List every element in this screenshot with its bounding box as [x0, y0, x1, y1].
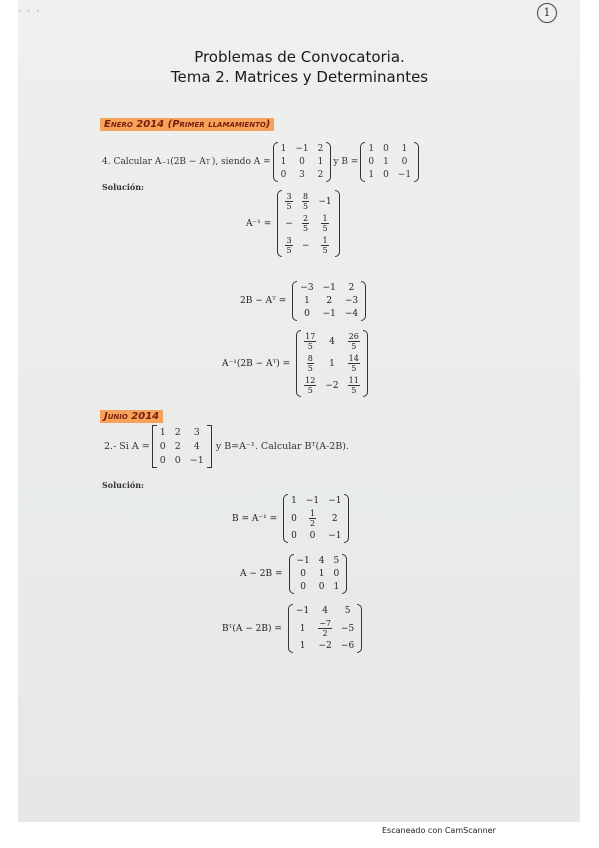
- matrix-cells: [365, 142, 414, 182]
- matrix-a: [273, 142, 332, 182]
- matrix-cell: 5: [333, 556, 340, 566]
- title-line-2: Tema 2. Matrices y Determinantes: [170, 68, 429, 86]
- matrix-cell: −1: [318, 196, 332, 207]
- equation-lhs: 2B − Aᵀ =: [240, 296, 287, 306]
- matrix-cell: 0: [383, 170, 389, 180]
- numerator: 3: [286, 192, 292, 201]
- matrix-cell: 0: [174, 455, 181, 466]
- heading-date: Enero 2014: [104, 119, 165, 130]
- fraction: [302, 192, 309, 211]
- equation-lhs: A⁻¹(2B − Aᵀ) =: [222, 358, 291, 369]
- matrix-cell: [348, 354, 360, 373]
- denominator: 5: [303, 202, 309, 211]
- matrix-cell: 4: [318, 556, 325, 566]
- matrix-2b-minus-at: [292, 281, 366, 321]
- matrix-cell: 4: [329, 336, 335, 347]
- bracket-right: [335, 190, 340, 257]
- fraction: [348, 354, 360, 373]
- matrix-cells: [294, 554, 343, 594]
- problem-2-statement: [104, 425, 349, 468]
- matrix-cell: 4: [322, 606, 328, 616]
- matrix-cell: 1: [280, 144, 287, 154]
- matrix-cell: [302, 192, 309, 211]
- matrix-cell: 1: [280, 157, 287, 167]
- fraction: [348, 332, 360, 351]
- matrix-cell: 0: [309, 531, 316, 541]
- equation-lhs: A − 2B =: [240, 569, 283, 579]
- problem-tail: ), siendo A =: [211, 157, 271, 167]
- scanner-footer: Escaneado con CamScanner: [382, 826, 496, 835]
- denominator: 5: [307, 342, 313, 351]
- equation-a-minus-2b: [240, 554, 349, 594]
- matrix-cells: [293, 604, 357, 653]
- matrix-cell: 0: [383, 144, 389, 154]
- matrix-cells: [288, 494, 344, 543]
- matrix-cells: [278, 142, 327, 182]
- matrix-cell: 4: [193, 441, 200, 452]
- matrix-cell: 5: [344, 606, 351, 616]
- equation-b-equals-a-inverse: [232, 494, 351, 543]
- matrix-cell: 1: [368, 170, 375, 180]
- matrix-cell: [307, 354, 314, 373]
- matrix-cell: 0: [401, 157, 408, 167]
- problem-mid: (2B − A: [170, 157, 206, 167]
- numerator: 1: [309, 509, 316, 518]
- problem-connector: y B =: [333, 157, 359, 167]
- matrix-cell: 0: [300, 569, 307, 579]
- numerator: 3: [286, 236, 292, 245]
- denominator: 5: [322, 224, 328, 233]
- denominator: 5: [351, 364, 357, 373]
- inverse-sup: −1: [161, 158, 171, 166]
- problem-lead: 4. Calcular A: [102, 157, 162, 167]
- matrix-cell: 1: [329, 358, 335, 369]
- numerator: 14: [348, 354, 359, 363]
- title-line-1: Problemas de Convocatoria.: [194, 48, 405, 66]
- fraction: [321, 214, 328, 233]
- matrix-a-inverse: [277, 190, 339, 257]
- solution-label-1: Solución:: [102, 182, 144, 192]
- bracket-right: [414, 142, 419, 182]
- matrix-cell: 2: [331, 513, 338, 524]
- numerator: 17: [305, 332, 316, 341]
- matrix-a-junio: [152, 425, 212, 468]
- matrix-cell: 0: [304, 309, 310, 319]
- matrix-cell: −2: [325, 380, 339, 391]
- corner-mark: ‑ ‑ ‑: [18, 6, 42, 15]
- fraction: [285, 236, 292, 255]
- matrix-cell: [304, 332, 316, 351]
- equation-result-1: [222, 330, 370, 397]
- matrix-cell: 1: [159, 427, 166, 438]
- matrix-cell: −6: [341, 641, 355, 651]
- matrix-cell: −: [301, 240, 310, 251]
- matrix-b: [360, 142, 419, 182]
- section-heading-enero-2014: [100, 118, 274, 131]
- matrix-cell: [302, 214, 309, 233]
- matrix-result-2: [288, 604, 362, 653]
- numerator: 26: [348, 332, 359, 341]
- matrix-b-junio: [283, 494, 349, 543]
- matrix-cell: 0: [299, 157, 305, 167]
- matrix-cell: [321, 214, 328, 233]
- denominator: 2: [322, 629, 328, 638]
- denominator: 5: [303, 224, 309, 233]
- transpose-sup: T: [205, 158, 210, 166]
- matrix-cell: 3: [193, 427, 200, 438]
- denominator: 5: [351, 342, 357, 351]
- bracket-right: [207, 425, 212, 468]
- matrix-cell: [285, 192, 292, 211]
- fraction: [304, 376, 316, 395]
- matrix-cell: 1: [401, 144, 408, 154]
- equation-lhs: B = A⁻¹ =: [232, 513, 278, 524]
- bracket-right: [363, 330, 368, 397]
- page-number: 1: [537, 3, 557, 23]
- matrix-cell: −5: [341, 623, 355, 634]
- fraction: [309, 509, 316, 528]
- denominator: 5: [322, 246, 328, 255]
- matrix-cells: [301, 330, 363, 397]
- denominator: 5: [307, 386, 313, 395]
- matrix-cell: −1: [295, 144, 309, 154]
- fraction: [318, 619, 332, 638]
- denominator: 2: [309, 519, 316, 528]
- matrix-cell: 0: [291, 531, 297, 541]
- matrix-cell: −4: [344, 309, 359, 319]
- bracket-right: [361, 281, 366, 321]
- matrix-cell: 1: [291, 496, 297, 506]
- numerator: 12: [305, 376, 316, 385]
- matrix-cell: −1: [296, 556, 310, 566]
- matrix-cell: 1: [299, 623, 306, 634]
- matrix-cell: −1: [328, 496, 342, 506]
- fraction: [302, 214, 309, 233]
- numerator: 1: [322, 236, 328, 245]
- matrix-cell: 1: [383, 157, 389, 167]
- numerator: 1: [322, 214, 328, 223]
- matrix-cell: 1: [299, 641, 306, 651]
- matrix-cell: 0: [291, 513, 297, 524]
- matrix-cell: 2: [326, 296, 333, 306]
- matrix-cell: 2: [317, 170, 324, 180]
- matrix-cell: −3: [300, 283, 314, 293]
- matrix-cell: −1: [322, 309, 336, 319]
- matrix-cell: [318, 619, 332, 638]
- matrix-cell: −1: [305, 496, 320, 506]
- equation-lhs: Bᵀ(A − 2B) =: [222, 623, 282, 634]
- matrix-cell: 1: [333, 582, 340, 592]
- problem-lead: 2.- Si A =: [104, 441, 150, 452]
- matrix-cell: −1: [322, 283, 336, 293]
- matrix-cell: 1: [318, 569, 325, 579]
- matrix-cell: −: [285, 218, 293, 229]
- fraction: [304, 332, 316, 351]
- matrix-cell: 0: [280, 170, 287, 180]
- numerator: 2: [303, 214, 309, 223]
- matrix-cell: [348, 376, 360, 395]
- problem-tail: y B=A⁻¹. Calcular Bᵀ(A-2B).: [215, 441, 350, 452]
- matrix-cell: 1: [368, 144, 375, 154]
- equation-lhs: A⁻¹ =: [246, 218, 272, 229]
- matrix-cell: 0: [333, 569, 340, 579]
- fraction: [285, 192, 292, 211]
- matrix-cell: −3: [344, 296, 359, 306]
- matrix-cell: 0: [300, 582, 307, 592]
- matrix-cell: [348, 332, 360, 351]
- fraction: [321, 236, 328, 255]
- section-heading-junio-2014: [100, 410, 163, 423]
- matrix-cell: 2: [317, 144, 324, 154]
- matrix-cell: −2: [318, 641, 332, 651]
- denominator: 5: [286, 246, 292, 255]
- matrix-cell: −1: [397, 170, 412, 180]
- solution-label-2: Solución:: [102, 480, 144, 490]
- matrix-cell: −1: [328, 531, 342, 541]
- matrix-cell: 3: [299, 170, 305, 180]
- matrix-cell: 2: [174, 441, 181, 452]
- numerator: −7: [319, 619, 331, 628]
- denominator: 5: [307, 364, 313, 373]
- matrix-cell: 0: [159, 441, 166, 452]
- matrix-cells: [157, 425, 207, 468]
- bracket-right: [344, 494, 349, 543]
- denominator: 5: [351, 386, 357, 395]
- equation-a-inverse: [246, 190, 342, 257]
- heading-date: Junio 2014: [104, 411, 160, 422]
- denominator: 5: [286, 202, 292, 211]
- matrix-result-1: [296, 330, 368, 397]
- matrix-cell: [285, 236, 292, 255]
- matrix-cell: 1: [304, 296, 310, 306]
- numerator: 8: [307, 354, 313, 363]
- matrix-cell: [309, 509, 316, 528]
- matrix-cell: 0: [159, 455, 166, 466]
- fraction: [348, 376, 360, 395]
- matrix-cell: −1: [295, 606, 310, 616]
- matrix-cell: [321, 236, 328, 255]
- matrix-cell: 1: [317, 157, 324, 167]
- matrix-cell: 2: [174, 427, 181, 438]
- matrix-cells: [282, 190, 334, 257]
- bracket-right: [326, 142, 331, 182]
- bracket-right: [342, 554, 347, 594]
- problem-4-statement: [102, 142, 421, 182]
- matrix-a-minus-2b: [289, 554, 348, 594]
- fraction: [307, 354, 314, 373]
- matrix-cell: [304, 376, 316, 395]
- matrix-cell: 0: [318, 582, 325, 592]
- matrix-cells: [297, 281, 361, 321]
- matrix-cell: −1: [189, 455, 204, 466]
- equation-2b-minus-at: [240, 281, 368, 321]
- bracket-right: [357, 604, 362, 653]
- equation-result-2: [222, 604, 364, 653]
- matrix-cell: 0: [368, 157, 375, 167]
- matrix-cell: 2: [348, 283, 355, 293]
- numerator: 8: [303, 192, 309, 201]
- heading-note: (Primer llamamiento): [167, 119, 271, 130]
- numerator: 11: [348, 376, 359, 385]
